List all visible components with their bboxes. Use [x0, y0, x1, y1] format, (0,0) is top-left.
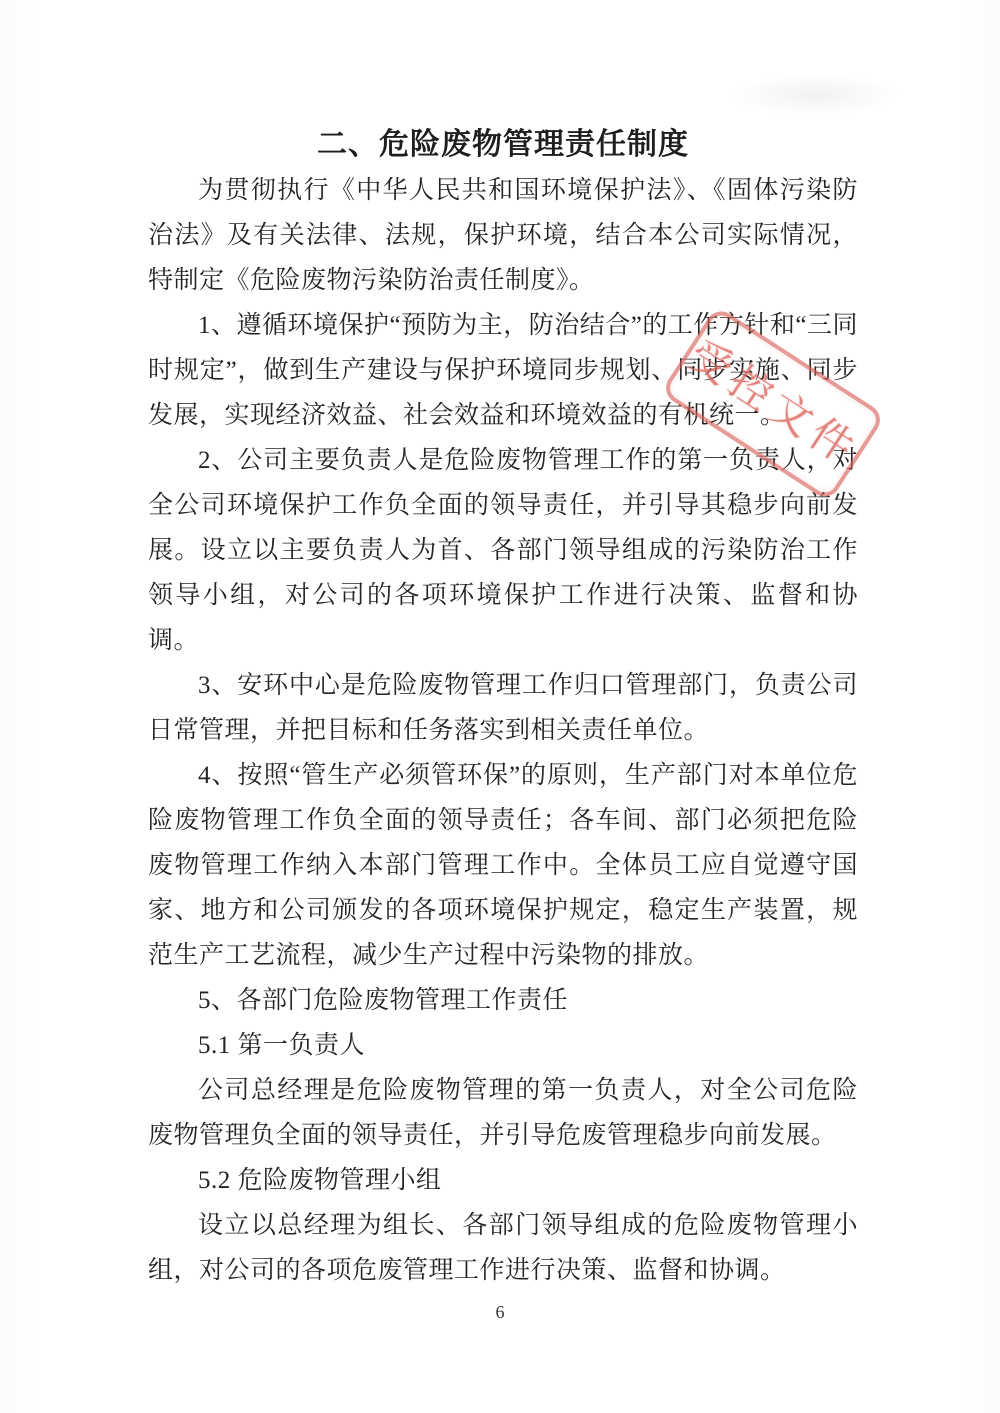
paragraph-item-3: 3、安环中心是危险废物管理工作归口管理部门，负责公司日常管理，并把目标和任务落实到相关责任单位。	[148, 672, 858, 744]
paragraph-5-2-body: 设立以总经理为组长、各部门领导组成的危险废物管理小组，对公司的各项危废管理工作进行决策、监督和协调。	[148, 1212, 858, 1284]
paragraph-item-2: 2、公司主要负责人是危险废物管理工作的第一负责人，对全公司环境保护工作负全面的领导责任，并引导其稳步向前发展。设立以主要负责人为首、各部门领导组成的污染防治工作领导小组，对公司的各项环境保护工作进行决策、监督和协调。	[148, 447, 858, 654]
paragraph-item-1: 1、遵循环境保护“预防为主，防治结合”的工作方针和“三同时规定”，做到生产建设与保护环境同步规划、同步实施、同步发展，实现经济效益、社会效益和环境效益的有机统一。	[148, 312, 858, 429]
section-heading-5: 5、各部门危险废物管理工作责任	[198, 987, 569, 1014]
page-number: 6	[495, 1302, 505, 1322]
paragraph-5-1-body: 公司总经理是危险废物管理的第一负责人，对全公司危险废物管理负全面的领导责任，并引导危废管理稳步向前发展。	[148, 1077, 858, 1149]
paragraph-intro: 为贯彻执行《中华人民共和国环境保护法》、《固体污染防治法》及有关法律、法规，保护环境，结合本公司实际情况，特制定《危险废物污染防治责任制度》。	[148, 177, 858, 294]
paragraph-item-4: 4、按照“管生产必须管环保”的原则，生产部门对本单位危险废物管理工作负全面的领导责任；各车间、部门必须把危险废物管理工作纳入本部门管理工作中。全体员工应自觉遵守国家、地方和公司颁发的各项环境保护规定，稳定生产装置，规范生产工艺流程，减少生产过程中污染物的排放。	[148, 762, 858, 969]
page-title: 二、危险废物管理责任制度	[317, 128, 689, 161]
document-text	[148, 168, 858, 1293]
document-body	[148, 122, 858, 1293]
section-heading-5-1: 5.1 第一负责人	[198, 1032, 366, 1059]
section-heading-5-2: 5.2 危险废物管理小组	[198, 1167, 442, 1194]
stamp-text: 受控文件	[679, 332, 867, 476]
